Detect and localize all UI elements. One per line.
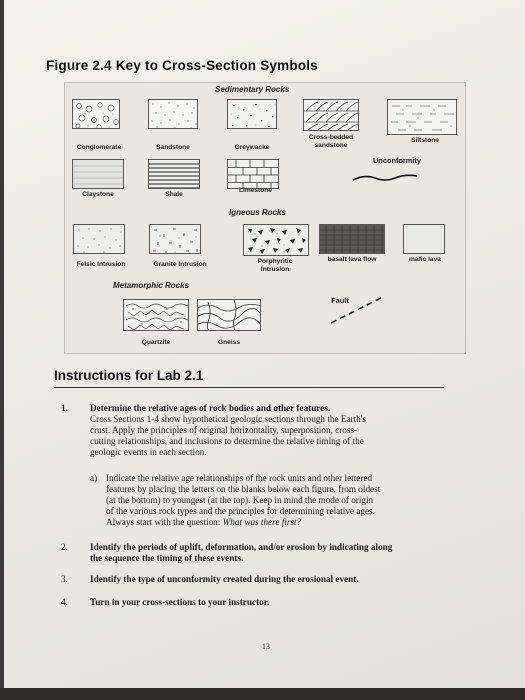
item-4-number: 4. bbox=[61, 597, 68, 607]
item-2-line: Identify the periods of uplift, deformation, and/or erosion by indicating along bbox=[90, 542, 393, 552]
item-1-number: 1. bbox=[61, 403, 68, 413]
sedimentary-heading: Sedimentary Rocks bbox=[215, 85, 290, 94]
item-2-number: 2. bbox=[61, 542, 68, 552]
item-a-last-line bbox=[106, 517, 301, 528]
item-1-line: Cross Sections 1-4 show hypothetical geologic sections through the Earth's bbox=[90, 414, 366, 424]
item-a-line: Indicate the relative age relationships of the rock units and other lettered bbox=[106, 473, 373, 483]
cross-section-key-panel bbox=[64, 82, 466, 354]
fault-label: Fault bbox=[331, 296, 349, 305]
metamorphic-heading: Metamorphic Rocks bbox=[113, 281, 190, 290]
item-4-line: Turn in your cross-sections to your instructor. bbox=[90, 597, 270, 607]
item-a-line: of the various rock types and the principles for determining relative ages. bbox=[106, 506, 375, 516]
porphyritic-intrusion-swatch bbox=[243, 224, 309, 256]
granite-intrusion-swatch bbox=[149, 224, 201, 254]
quartzite-swatch bbox=[123, 299, 189, 331]
granite-intrusion-label: Granite Intrusion bbox=[153, 261, 207, 268]
basalt-lava-flow-swatch bbox=[319, 224, 385, 254]
greywacke-swatch bbox=[227, 99, 277, 129]
item-3-line: Identify the type of unconformity created during the erosional event. bbox=[90, 574, 359, 584]
desk-edge bbox=[0, 688, 525, 700]
porphyritic-intrusion-label: Porphyritic Intrusion bbox=[257, 258, 293, 273]
mafic-lava-swatch bbox=[403, 224, 445, 254]
item-2-line: the sequence the timing of these events. bbox=[90, 553, 244, 563]
cross-bedded-sandstone-label: Cross-bedded sandstone bbox=[308, 134, 354, 149]
greywacke-label: Greywacke bbox=[234, 144, 270, 151]
fault-symbol bbox=[327, 293, 387, 327]
siltstone-swatch bbox=[387, 99, 457, 135]
siltstone-label: Siltstone bbox=[411, 137, 439, 144]
item-a-line: features by placing the letters on the blanks below each figure, from oldest bbox=[106, 484, 381, 494]
unconformity-label: Unconformity bbox=[372, 156, 422, 165]
felsic-intrusion-label: Felsic Intrusion bbox=[76, 261, 126, 268]
title-rule bbox=[54, 387, 444, 388]
item-a-line: Always start with the question: bbox=[106, 517, 223, 527]
sandstone-swatch bbox=[148, 99, 198, 129]
felsic-intrusion-swatch bbox=[73, 224, 125, 254]
shale-swatch bbox=[148, 159, 200, 189]
lab-manual-page bbox=[4, 0, 525, 688]
gneiss-label: Gneiss bbox=[218, 339, 240, 346]
claystone-label: Claystone bbox=[82, 191, 114, 198]
conglomerate-label: Conglomerate bbox=[76, 144, 122, 151]
limestone-label: Limestone bbox=[239, 187, 272, 194]
mafic-lava-label: mafic lava bbox=[409, 256, 441, 263]
sandstone-label: Sandstone bbox=[156, 144, 190, 151]
item-a-line: (at the bottom) to youngest (at the top). Keep in mind the mode of origin bbox=[106, 495, 374, 505]
cross-bedded-sandstone-swatch bbox=[303, 99, 359, 131]
igneous-heading: Igneous Rocks bbox=[229, 208, 286, 217]
quartzite-label: Quartzite bbox=[141, 339, 171, 346]
item-3-number: 3. bbox=[61, 574, 68, 584]
item-a-label: a) bbox=[90, 473, 98, 483]
item-1-line: geologic events in each section. bbox=[90, 447, 207, 457]
shale-label: Shale bbox=[165, 191, 183, 198]
gneiss-swatch bbox=[197, 299, 261, 331]
unconformity-symbol bbox=[351, 171, 421, 185]
basalt-lava-flow-label: basalt lava flow bbox=[327, 256, 377, 263]
page-number: 13 bbox=[262, 642, 270, 651]
item-1-line: crust. Apply the principles of original horizontality, superposition, cross- bbox=[90, 425, 358, 435]
figure-title: Figure 2.4 Key to Cross-Section Symbols bbox=[46, 58, 318, 73]
conglomerate-swatch bbox=[72, 99, 120, 129]
limestone-swatch bbox=[227, 159, 279, 189]
claystone-swatch bbox=[72, 159, 124, 189]
instructions-title: Instructions for Lab 2.1 bbox=[54, 368, 204, 383]
item-1-line: cutting relationships, and inclusions to determine the relative timing of the bbox=[90, 436, 364, 446]
item-a-question: What was there first? bbox=[222, 517, 302, 527]
item-1-heading: Determine the relative ages of rock bodies and other features. bbox=[90, 403, 331, 413]
